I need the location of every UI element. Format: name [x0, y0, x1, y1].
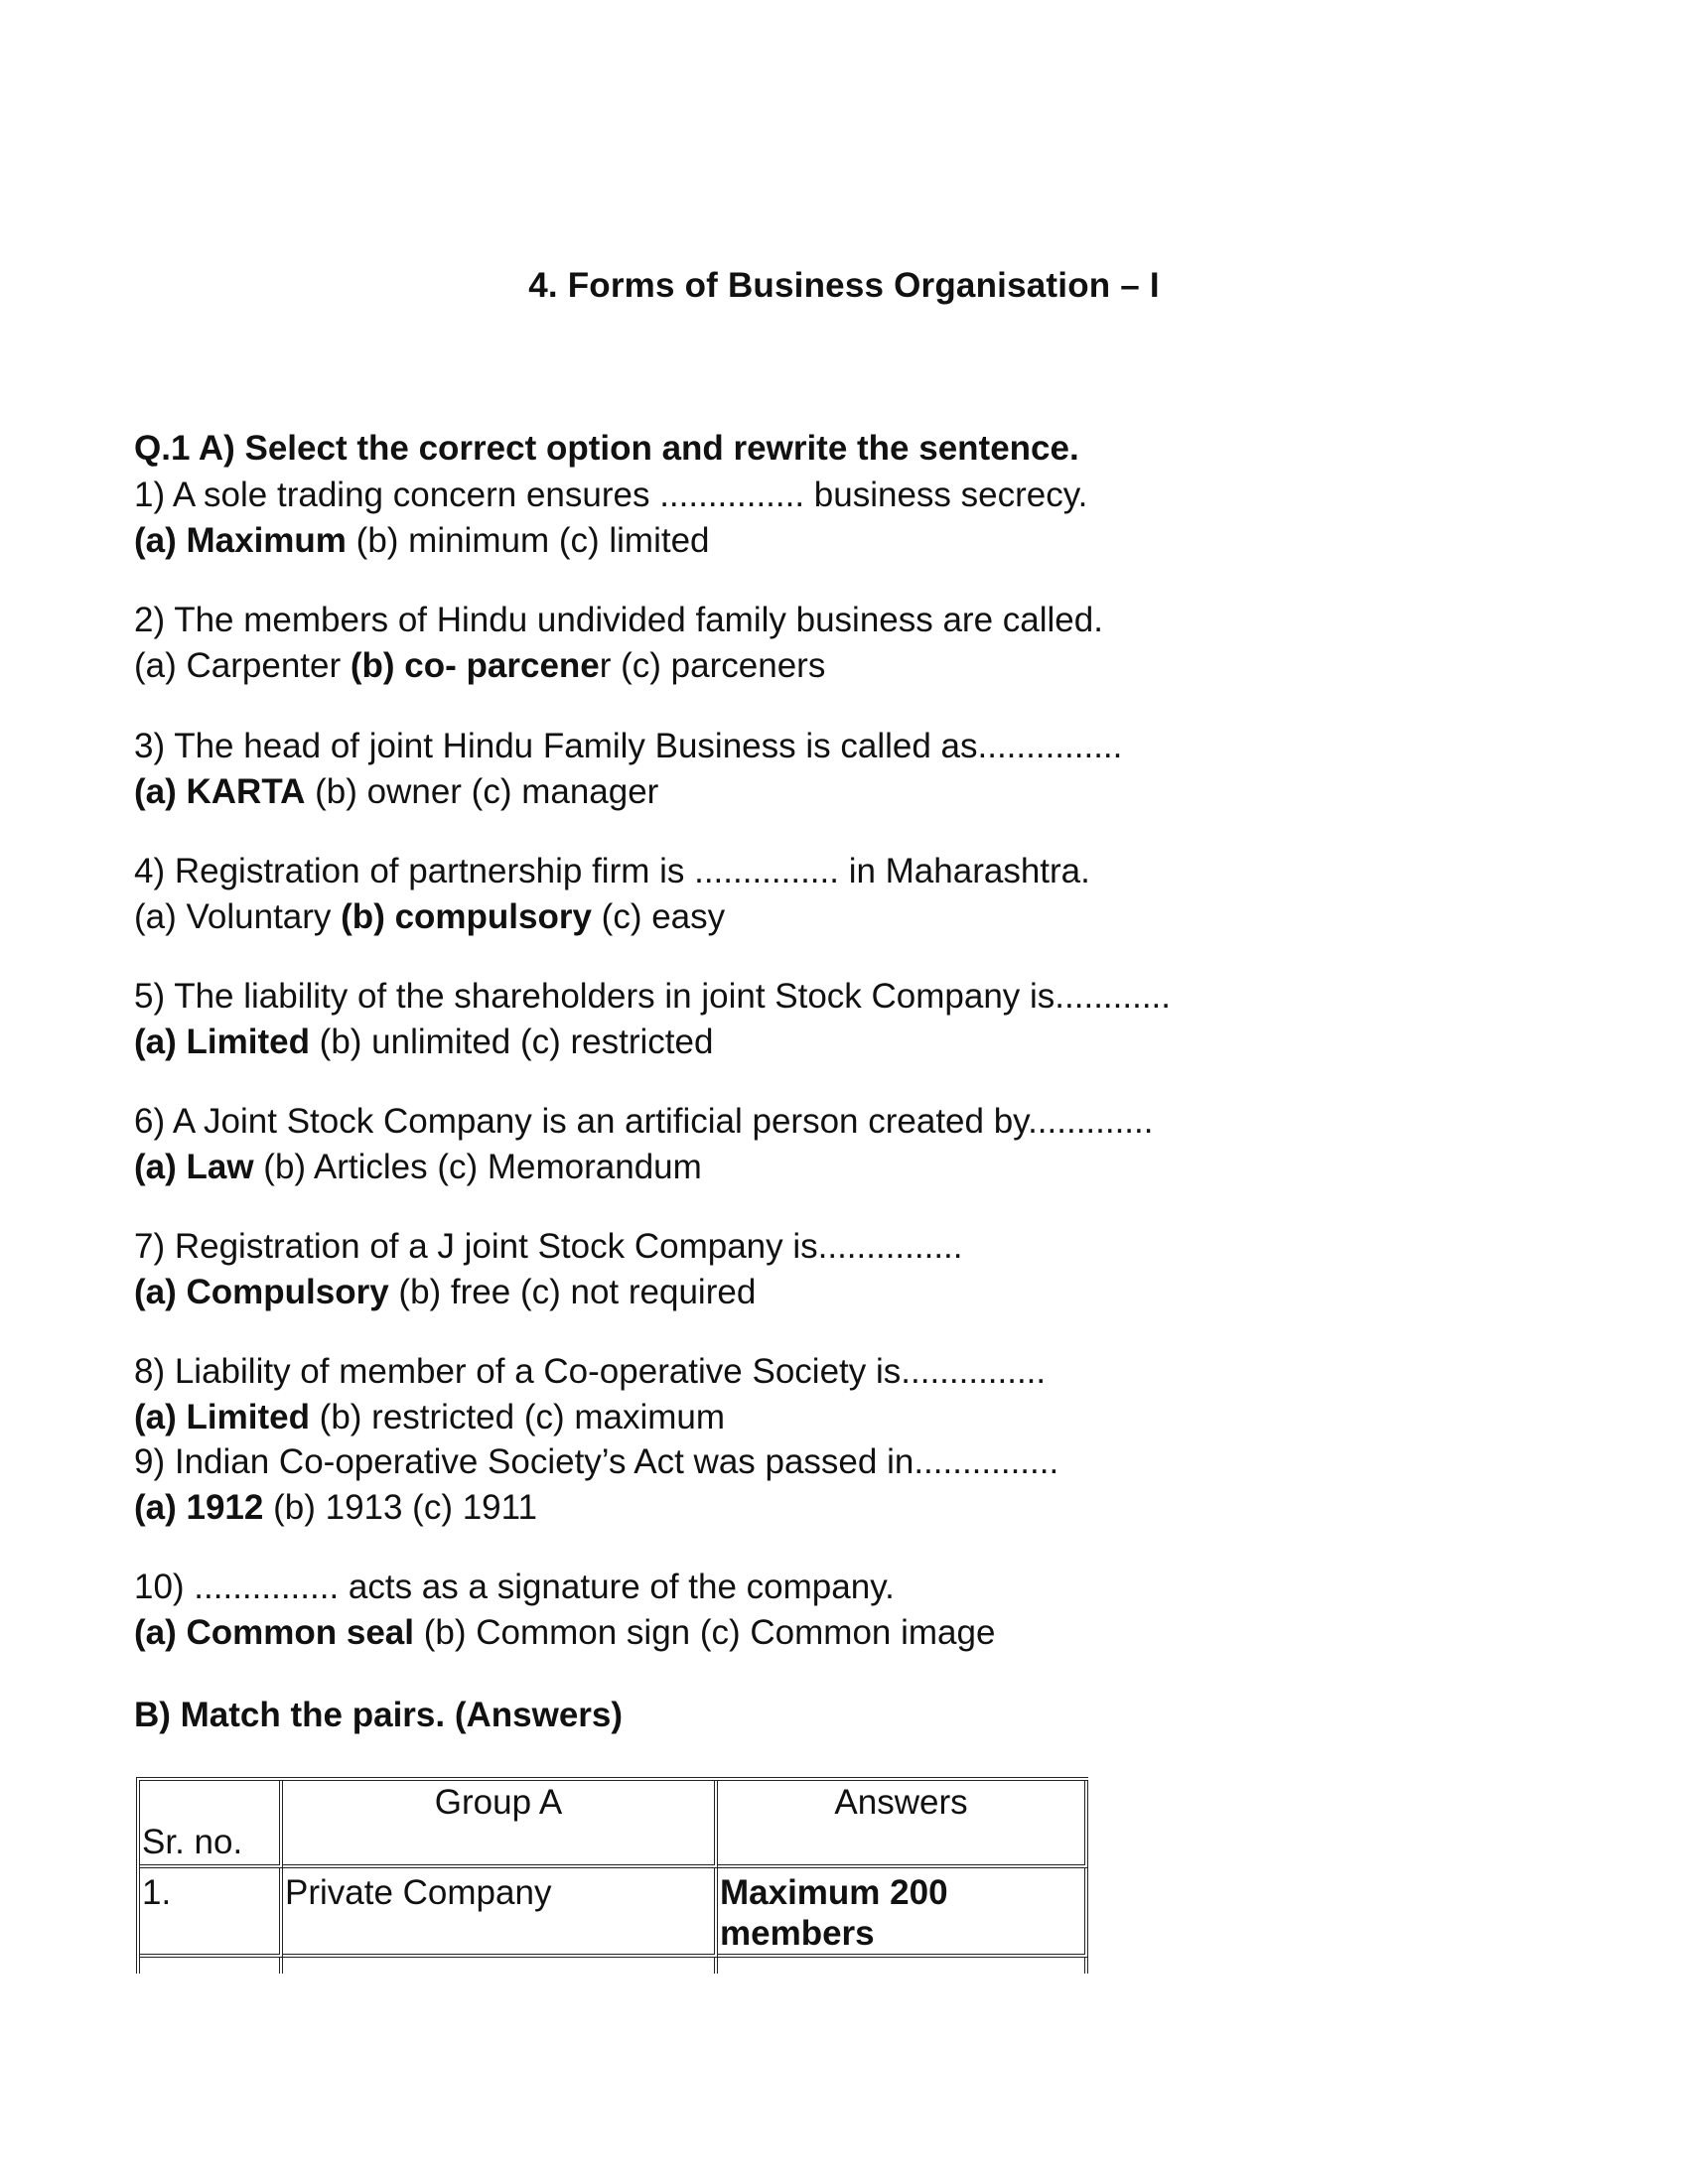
header-group-a: Group A — [283, 1781, 718, 1868]
document-title: 4. Forms of Business Organisation – I — [528, 266, 1160, 305]
option-post: (b) Common sign (c) Common image — [414, 1613, 996, 1652]
cell-empty — [718, 1958, 1088, 1974]
question-item — [134, 849, 1524, 940]
section-b-heading: B) Match the pairs. (Answers) — [134, 1696, 624, 1734]
question-options — [134, 643, 1524, 689]
question-options — [134, 769, 1524, 815]
option-post: (b) free (c) not required — [388, 1273, 757, 1311]
cell-answer: Maximum 200 members — [718, 1868, 1088, 1958]
question-options — [134, 518, 1524, 564]
question-item — [134, 473, 1524, 564]
option-post: (b) minimum (c) limited — [346, 521, 710, 560]
question-item — [134, 1349, 1524, 1440]
option-answer: (a) Limited — [134, 1398, 310, 1436]
option-post: (b) 1913 (c) 1911 — [263, 1488, 537, 1527]
cell-sr-no: 1. — [140, 1868, 283, 1958]
cell-group-a: Private Company — [283, 1868, 718, 1958]
question-item — [134, 598, 1524, 689]
option-post: (b) Articles (c) Memorandum — [253, 1148, 702, 1186]
question-text: 3) The head of joint Hindu Family Business is called as............... — [134, 727, 1123, 765]
option-answer: (a) Law — [134, 1148, 254, 1186]
question-item — [134, 974, 1524, 1065]
question-text: 7) Registration of a J joint Stock Company is............... — [134, 1227, 963, 1266]
question-options — [134, 1145, 1524, 1190]
question-item — [134, 1224, 1524, 1315]
question-item — [134, 1565, 1524, 1656]
question-text: 10) ............... acts as a signature of the company. — [134, 1568, 895, 1606]
option-post: (b) restricted (c) maximum — [309, 1398, 726, 1436]
table-row-partial — [140, 1958, 1088, 1974]
question-item — [134, 724, 1524, 815]
option-answer: (a) Common seal — [134, 1613, 414, 1652]
question-options — [134, 1020, 1524, 1065]
option-post: r (c) parceners — [599, 646, 826, 685]
header-sr-no: Sr. no. — [140, 1781, 283, 1868]
question-options — [134, 1270, 1524, 1315]
option-answer: (a) Maximum — [134, 521, 347, 560]
match-pairs-table — [136, 1777, 1088, 1974]
cell-empty — [140, 1958, 283, 1974]
option-answer: (a) KARTA — [134, 772, 306, 811]
question-text: 9) Indian Co-operative Society’s Act was passed in............... — [134, 1442, 1059, 1481]
cell-empty — [283, 1958, 718, 1974]
option-answer: (a) Limited — [134, 1023, 310, 1061]
question-options — [134, 1485, 1524, 1531]
question-text: 5) The liability of the shareholders in joint Stock Company is............ — [134, 977, 1172, 1016]
section-a-heading: Q.1 A) Select the correct option and rewrite the sentence. — [134, 429, 1079, 468]
question-options — [134, 894, 1524, 940]
option-pre: (a) Carpenter — [134, 646, 351, 685]
question-item — [134, 1439, 1524, 1531]
option-answer: (a) 1912 — [134, 1488, 264, 1527]
table-row — [140, 1868, 1088, 1958]
header-answers: Answers — [718, 1781, 1088, 1868]
option-post: (c) easy — [591, 897, 726, 936]
question-options — [134, 1395, 1524, 1440]
option-answer: (b) compulsory — [341, 897, 592, 936]
option-post: (b) unlimited (c) restricted — [309, 1023, 714, 1061]
option-answer: (a) Compulsory — [134, 1273, 389, 1311]
table-header-row — [140, 1781, 1088, 1868]
question-item — [134, 1099, 1524, 1190]
question-text: 8) Liability of member of a Co-operative Society is............... — [134, 1352, 1047, 1391]
option-pre: (a) Voluntary — [134, 897, 342, 936]
question-text: 6) A Joint Stock Company is an artificial person created by............. — [134, 1102, 1154, 1141]
question-text: 1) A sole trading concern ensures ............... business secrecy. — [134, 476, 1088, 514]
question-text: 2) The members of Hindu undivided family business are called. — [134, 601, 1103, 639]
option-post: (b) owner (c) manager — [305, 772, 659, 811]
question-options — [134, 1610, 1524, 1656]
question-text: 4) Registration of partnership firm is ............... in Maharashtra. — [134, 852, 1090, 890]
option-answer: (b) co- parcene — [350, 646, 600, 685]
